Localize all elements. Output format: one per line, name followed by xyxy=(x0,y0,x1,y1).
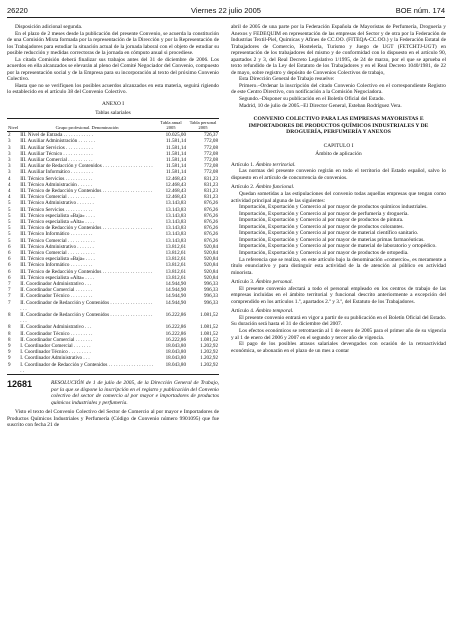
nivel-cell: 3 xyxy=(8,138,11,145)
anual-cell: 18.043,80 xyxy=(165,349,186,356)
table-row xyxy=(7,132,219,139)
personal-cell: 831,23 xyxy=(203,194,218,201)
nivel-cell: 7 xyxy=(8,299,11,306)
grupo-cell: III. Auxiliar Servicios . . . . . . . . . . . xyxy=(20,144,93,151)
nivel-cell: 6 xyxy=(8,249,11,256)
personal-cell: 876,26 xyxy=(203,225,218,232)
anual-cell: 11.581,14 xyxy=(165,169,186,176)
anual-cell: 12.468,43 xyxy=(165,194,186,201)
paragraph: Importación, Exportación y Comercio al por mayor de perfumería y droguería. xyxy=(239,210,409,217)
grupo-cell: I. Coordinador Comercial . . . . . . . xyxy=(20,343,91,350)
anual-cell: 13.143,83 xyxy=(165,231,186,238)
anual-cell: 12.468,43 xyxy=(165,175,186,182)
anual-cell: 13.143,83 xyxy=(165,218,186,225)
paragraph: La citada Comisión deberá finalizar sus trabajos antes del 31 de diciembre de 2006. Los acuerdos en ella alcanzados se elevarán al pleno del Comité Negociador del Convenio, compuesto por la representación social y de la Empresa para su incorporación al texto del próximo Convenio Colectivo. xyxy=(7,56,219,83)
anual-cell: 13.143,83 xyxy=(165,206,186,213)
anual-cell: 13.143,83 xyxy=(165,200,186,207)
anual-cell: 16.222,86 xyxy=(165,336,186,343)
personal-cell: 876,26 xyxy=(203,212,218,219)
personal-cell: 876,26 xyxy=(203,206,218,213)
personal-cell: 876,26 xyxy=(203,237,218,244)
paragraph: La referencia que se realiza, en este artículo bajo la denominación «comercio», es meramente a título enunciativo y para distinguir esta actividad de la de atención al público en actividad minorista. xyxy=(231,256,446,276)
nivel-cell: 5 xyxy=(8,212,11,219)
grupo-cell: III. Técnico especialista «Alta» . . . . xyxy=(20,274,95,281)
col-header-nivel: Nivel xyxy=(7,119,19,132)
header-date: Viernes 22 julio 2005 xyxy=(191,6,261,15)
grupo-cell: II. Coordinador Comercial . . . . . . . xyxy=(20,287,93,294)
grupo-cell: III. Técnico de Redacción y Contenidos . . . . . . . . . . . . . . . . . . . . xyxy=(20,225,153,232)
nivel-cell: 5 xyxy=(8,200,11,207)
nivel-cell: 6 xyxy=(8,243,11,250)
table-row xyxy=(7,312,219,324)
personal-cell: 996,33 xyxy=(203,293,218,300)
article-title: Ámbito funcional. xyxy=(255,184,295,191)
nivel-cell: 7 xyxy=(8,287,11,294)
col-header-anual: Tabla anual 2005 xyxy=(155,119,187,132)
personal-cell: 1.202,92 xyxy=(200,343,218,350)
nivel-cell: 8 xyxy=(8,336,11,343)
paragraph: Las normas del presente convenio regirán en todo el territorio del Estado español, salvo lo dispuesto en el artículo de concurrencia de convenios. xyxy=(231,168,446,181)
article-number: Artículo 1. xyxy=(231,161,255,168)
paragraph: Primero.–Ordenar la inscripción del citado Convenio Colectivo en el correspondiente Registro de este Centro Directivo, con notificación a la Comisión Negociadora. xyxy=(231,82,446,96)
nivel-cell: 3 xyxy=(8,169,11,176)
grupo-cell: III. Técnico especialista «Alta» . . . . xyxy=(20,218,95,225)
nivel-cell: 9 xyxy=(8,349,11,356)
nivel-cell: 7 xyxy=(8,280,11,287)
grupo-cell: II. Coordinador de Redacción y Contenidos . . . . . . . . . . . . . . . . . . . . xyxy=(20,299,153,312)
grupo-cell: III. Auxiliar Comercial . . . . . . . . . . xyxy=(20,156,93,163)
grupo-cell: II. Coordinador de Redacción y Contenidos . . . . . . . . . . . . . . . . . . . . xyxy=(20,312,153,325)
resolution-number: 12681 xyxy=(7,379,33,390)
personal-cell: 1.202,92 xyxy=(187,362,219,375)
grupo-cell: III. Técnico de Redacción y Contenidos . . . . . . . . . . . . . . . . . . . . xyxy=(20,268,153,275)
col-header-personal: Tabla personal 2005 xyxy=(187,119,219,132)
page-header xyxy=(7,6,445,18)
personal-cell: 996,33 xyxy=(203,299,218,306)
grupo-cell: III. Técnico especialista «Baja» . . . . xyxy=(20,256,95,263)
article-title: Ámbito personal. xyxy=(255,279,293,286)
paragraph: Quedan sometidas a las estipulaciones del convenio todas aquellas empresas que tengan como actividad principal alguna de las siguientes: xyxy=(231,191,446,204)
grupo-cell: III. Auxiliar Informático . . . . . . . . . xyxy=(20,169,93,176)
nivel-cell: 9 xyxy=(8,343,11,350)
personal-cell: 1.081,52 xyxy=(200,324,218,331)
grupo-cell: III. Auxiliar Técnico . . . . . . . . . . . . xyxy=(20,150,93,157)
grupo-cell: III. Técnico Administrativo . . . . . . . xyxy=(20,243,94,250)
nivel-cell: 9 xyxy=(8,355,11,362)
nivel-cell: 4 xyxy=(8,175,11,182)
table-header-row xyxy=(7,119,219,132)
nivel-cell: 3 xyxy=(8,150,11,157)
grupo-cell: II. Coordinador Administrativo . . . xyxy=(20,280,92,287)
anual-cell: 12.468,43 xyxy=(165,187,186,194)
nivel-cell: 4 xyxy=(8,194,11,201)
nivel-cell: 4 xyxy=(8,187,11,194)
paragraph: Importación, Exportación y Comercio al por mayor de productos de pintura. xyxy=(239,217,404,224)
anual-cell: 13.812,61 xyxy=(165,243,186,250)
personal-cell: 920,84 xyxy=(203,262,218,269)
disposition-heading: Disposición adicional segunda. xyxy=(15,24,83,30)
anual-cell: 16.222,86 xyxy=(165,324,186,331)
nivel-cell: 8 xyxy=(8,324,11,331)
personal-cell: 876,26 xyxy=(203,200,218,207)
personal-cell: 876,26 xyxy=(203,218,218,225)
anual-cell: 13.812,61 xyxy=(165,268,186,275)
anual-cell: 11.581,14 xyxy=(165,163,186,170)
nivel-cell: 3 xyxy=(8,163,11,170)
nivel-cell: 5 xyxy=(8,206,11,213)
personal-cell: 920,84 xyxy=(203,249,218,256)
nivel-cell: 3 xyxy=(8,156,11,163)
grupo-cell: III. Técnico de Redacción y Contenidos . . . . . . . . . . . . . . . . . . . . xyxy=(20,187,153,194)
annex-title: ANEXO I xyxy=(101,101,124,108)
paragraph: Importación, Exportación y Comercio al por mayor de productos químicos industriales. xyxy=(239,204,428,211)
nivel-cell: 5 xyxy=(8,218,11,225)
grupo-cell: III. Técnico Comercial . . . . . . . . . . . xyxy=(20,249,95,256)
paragraph: abril de 2005 de una parte por la Federación Española de Mayoristas de Perfumería, Droguería y Anexos y FEDEQUIM en representación de las empresas del Sector y de otra por la Federación de Industrias Textil-Piel, Químicas y Afines de CC.OO. (FITEQA-CC.OO.) y la Federación Estatal de Trabajadores de Comercio, Hostelería, Turismo y Juego de UGT (FETCHTJ-UGT) en representación de los trabajadores del mismo y de conformidad con lo dispuesto en el artículo 90, apartados 2 y 3, del Real Decreto Legislativo 1/1995, de 24 de marzo, por el que se aprueba el texto refundido de la Ley del Estatuto de los Trabajadores y en el Real Decreto 1040/1981, de 22 de mayo, sobre registro y depósito de Convenios Colectivos de trabajo, xyxy=(231,24,446,76)
personal-cell: 876,26 xyxy=(203,231,218,238)
personal-cell: 772,08 xyxy=(203,163,218,170)
personal-cell: 1.081,52 xyxy=(200,312,218,318)
paragraph: Importación, Exportación y Comercio al por mayor de productos colorantes. xyxy=(239,223,404,230)
personal-cell: 772,08 xyxy=(203,150,218,157)
resolution-title: RESOLUCIÓN de 1 de julio de 2005, de la Dirección General de Trabajo, por la que se dispone la inscripción en el registro y publicación del Convenio colectivo del sector de comercio al por mayor e importadores de productos químicos industriales y perfumería. xyxy=(51,380,219,406)
personal-cell: 1.202,92 xyxy=(200,349,218,356)
nivel-cell: 3 xyxy=(8,144,11,151)
anual-cell: 18.043,80 xyxy=(165,355,186,362)
paragraph: Los efectos económicos se retrotraerán al 1 de enero de 2005 para el primer año de su vigencia y al 1 de enero del 2006 y 2007 en el segundo y tercer año de vigencia. xyxy=(231,327,446,341)
signature-line: Madrid, 10 de julio de 2005.–El Director General, Esteban Rodríguez Vera. xyxy=(239,102,402,109)
anual-cell: 14.944,90 xyxy=(165,299,186,306)
personal-cell: 1.081,52 xyxy=(200,336,218,343)
personal-cell: 920,84 xyxy=(203,243,218,250)
personal-cell: 920,84 xyxy=(203,256,218,263)
nivel-cell: 6 xyxy=(8,268,11,275)
grupo-cell: III. Técnico Comercial . . . . . . . . . . . xyxy=(20,237,95,244)
paragraph: El presente convenio entrará en vigor a partir de su publicación en el Boletín Oficial del Estado. Su duración será hasta el 31 de diciembre del 2007. xyxy=(231,314,447,328)
personal-cell: 1.081,52 xyxy=(200,330,218,337)
nivel-cell: 2 xyxy=(8,132,11,139)
paragraph: Esta Dirección General de Trabajo resuelve: xyxy=(239,76,335,83)
nivel-cell: 4 xyxy=(8,181,11,188)
anual-cell: 18.043,80 xyxy=(165,343,186,350)
grupo-cell: I. Coordinador Administrativo . . . xyxy=(20,355,90,362)
annex-subtitle: Tablas salariales xyxy=(95,109,131,116)
grupo-cell: III. Auxiliar Administración . . . . . . . xyxy=(20,138,96,145)
anual-cell: 14.944,90 xyxy=(165,280,186,287)
anual-cell: 11.581,14 xyxy=(165,150,186,157)
grupo-cell: III. Auxiliar de Redacción y Contenidos . . . . . . . . . . . . . . . . . . . . xyxy=(20,163,153,170)
article-title: Ámbito territorial. xyxy=(255,161,296,168)
personal-cell: 772,08 xyxy=(203,144,218,151)
anual-cell: 14.944,90 xyxy=(165,287,186,294)
grupo-cell: III. Nivel de Entrada . . . . . . . . . . . . xyxy=(20,132,93,139)
personal-cell: 772,08 xyxy=(203,156,218,163)
anual-cell: 10.025,00 xyxy=(165,132,186,139)
nivel-cell: 6 xyxy=(8,274,11,281)
grupo-cell: II. Coordinador Técnico . . . . . . . . . xyxy=(20,293,93,300)
anual-cell: 14.944,90 xyxy=(165,293,186,300)
boe-issue: BOE núm. 174 xyxy=(395,6,445,15)
anual-cell: 16.222,86 xyxy=(165,330,186,337)
nivel-cell: 9 xyxy=(7,362,19,375)
grupo-cell: III. Técnico Comercial . . . . . . . . . . . xyxy=(20,194,95,201)
personal-cell: 772,08 xyxy=(203,169,218,176)
grupo-cell: III. Técnico especialista «Baja» . . . . xyxy=(20,212,95,219)
anual-cell: 16.222,86 xyxy=(165,312,186,318)
salary-table xyxy=(7,118,219,375)
table-row xyxy=(7,300,219,312)
nivel-cell: 8 xyxy=(8,312,11,318)
anual-cell: 13.812,61 xyxy=(165,256,186,263)
right-column xyxy=(231,24,446,354)
article-title: Ámbito temporal. xyxy=(255,308,294,315)
article-number: Artículo 4. xyxy=(231,308,255,315)
paragraph: Hasta que no se verifiquen los posibles acuerdos alcanzados en esta materia, seguirá rigiendo lo establecido en el artículo 38 del Convenio Colectivo. xyxy=(7,82,219,96)
article-number: Artículo 2. xyxy=(231,184,255,191)
grupo-cell: III. Técnico Servicios . . . . . . . . . . . xyxy=(20,206,93,213)
grupo-cell: III. Técnico Administrativo . . . . . . . xyxy=(20,200,94,207)
anual-cell: 11.581,14 xyxy=(165,138,186,145)
paragraph: Segundo.–Disponer su publicación en el Boletín Oficial del Estado. xyxy=(239,96,385,103)
paragraph: El presente convenio afectará a todo el personal empleado en los centros de trabajo de las empresas incluidas en el ámbito territorial y funcional descrito anteriormente a excepción del comprendido en los artículos 1.º, apartados 2.º y 3.º, del Estatuto de los Trabajadores. xyxy=(231,285,446,305)
anual-cell: 13.143,83 xyxy=(165,237,186,244)
grupo-cell: III. Técnico Informático . . . . . . . . . xyxy=(20,262,93,269)
personal-cell: 1.202,92 xyxy=(200,355,218,362)
paragraph: En el plazo de 2 meses desde la publicación del presente Convenio, se acuerda la constitución de una Comisión Mixta formada por la representación de la Dirección y por la Representación de los Trabajadores para estudiar la situación actual de la jornada laboral con el objeto de estudiar su posible reducción y medidas correctoras de la jornada en cómputo anual si procediese. xyxy=(7,30,219,57)
grupo-cell: III. Técnico Informático . . . . . . . . . xyxy=(20,231,93,238)
personal-cell: 920,84 xyxy=(203,274,218,281)
page-number: 26220 xyxy=(7,6,28,15)
grupo-cell: I. Coordinador Técnico . . . . . . . . . xyxy=(20,349,91,356)
nivel-cell: 5 xyxy=(8,237,11,244)
anual-cell: 13.143,83 xyxy=(165,225,186,232)
nivel-cell: 6 xyxy=(8,262,11,269)
grupo-cell: III. Técnico Administración . . . . . . xyxy=(20,181,93,188)
personal-cell: 920,84 xyxy=(203,268,218,275)
nivel-cell: 8 xyxy=(8,330,11,337)
personal-cell: 831,23 xyxy=(203,175,218,182)
table-row xyxy=(7,362,219,375)
nivel-cell: 6 xyxy=(8,256,11,263)
article-number: Artículo 3. xyxy=(231,279,255,286)
resolution-block xyxy=(7,380,219,406)
anual-cell: 13.143,83 xyxy=(165,212,186,219)
anual-cell: 13.812,61 xyxy=(165,249,186,256)
grupo-cell: I. Coordinador de Redacción y Contenidos . . . . . . . . . . . . . . . . . . . . xyxy=(20,361,154,374)
chapter-title: CAPITULO I xyxy=(323,142,354,149)
left-column xyxy=(7,24,219,429)
anual-cell: 18.043,80 xyxy=(155,362,187,375)
anual-cell: 13.812,61 xyxy=(165,274,186,281)
grupo-cell: II. Coordinador Técnico . . . . . . . . . xyxy=(20,330,93,337)
anual-cell: 11.581,14 xyxy=(165,144,186,151)
col-header-grupo: Grupo profesional. Denominación xyxy=(19,119,155,132)
paragraph: Importación, Exportación y Comercio al por mayor de productos de ortopedia. xyxy=(239,249,409,256)
personal-cell: 831,23 xyxy=(203,187,218,194)
personal-cell: 996,33 xyxy=(203,280,218,287)
grupo-cell: II. Coordinador Administrativo . . . xyxy=(20,324,92,331)
chapter-subtitle: Ámbito de aplicación xyxy=(315,151,362,158)
paragraph: Visto el texto del Convenio Colectivo del Sector de Comercio al por mayor e Importadores de Productos Químicos Industriales y Perfumería (Código de Convenio número 9901095) que fue suscrito con fecha 21 de xyxy=(7,409,219,429)
nivel-cell: 7 xyxy=(8,293,11,300)
personal-cell: 726,37 xyxy=(203,132,218,139)
personal-cell: 831,23 xyxy=(203,181,218,188)
personal-cell: 772,08 xyxy=(203,138,218,145)
salary-table-body xyxy=(7,132,219,375)
anual-cell: 13.812,61 xyxy=(165,262,186,269)
grupo-cell: II. Coordinador Comercial . . . . . . . xyxy=(20,336,93,343)
grupo-cell: III. Técnico Servicios . . . . . . . . . . . xyxy=(20,175,93,182)
paragraph: Importación, Exportación y Comercio al por mayor de material científico sanitario. xyxy=(239,230,419,237)
nivel-cell: 5 xyxy=(8,225,11,232)
nivel-cell: 5 xyxy=(8,231,11,238)
convenio-title: CONVENIO COLECTIVO PARA LAS EMPRESAS MAYORISTAS E IMPORTADORES DE PRODUCTOS QUÍMICOS INDUSTRIALES Y DE DROGUERÍA, PERFUMERÍA Y ANEXOS xyxy=(248,116,429,136)
anual-cell: 12.468,43 xyxy=(165,181,186,188)
paragraph: El pago de los posibles atrasos salariales devengados con ocasión de la retroactividad económica, se abonarán en el plazo de un mes a contar xyxy=(231,341,446,354)
paragraph: Importación, Exportación y Comercio al por mayor de materias primas farmacéuticas. xyxy=(239,236,425,243)
paragraph: Importación, Exportación y Comercio al por mayor de material de laboratorio y ortopédico. xyxy=(239,243,437,250)
personal-cell: 996,33 xyxy=(203,287,218,294)
anual-cell: 11.581,14 xyxy=(165,156,186,163)
